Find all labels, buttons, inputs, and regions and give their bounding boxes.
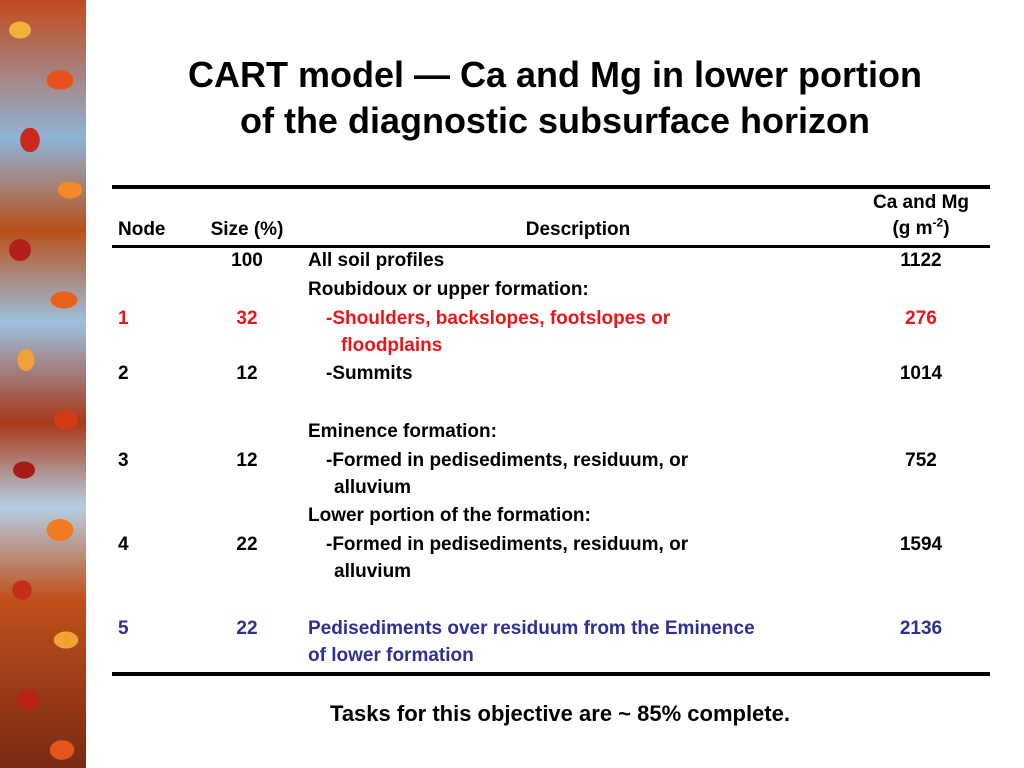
header-description: Description bbox=[525, 219, 631, 240]
row-node-5-size: 22 bbox=[236, 618, 258, 639]
row-node-3-description-line2: alluvium bbox=[334, 477, 412, 498]
row-node-4-size: 22 bbox=[236, 534, 258, 555]
group-label-lower-portion: Lower portion of the formation: bbox=[308, 505, 591, 526]
row-node-4-description-line2: alluvium bbox=[334, 561, 412, 582]
row-node-5-node: 5 bbox=[118, 618, 129, 639]
group-label-eminence: Eminence formation: bbox=[308, 421, 497, 442]
row-node-1-description-line2: floodplains bbox=[341, 335, 443, 356]
table-top-rule bbox=[112, 185, 990, 189]
row-all-ca-mg: 1122 bbox=[900, 250, 942, 271]
title-line-2: of the diagnostic subsurface horizon bbox=[239, 100, 871, 141]
header-ca-mg bbox=[858, 190, 984, 242]
row-node-3-ca-mg: 752 bbox=[905, 450, 937, 471]
row-node-3-description-line1: -Formed in pedisediments, residuum, or bbox=[326, 450, 689, 471]
row-node-2-node: 2 bbox=[118, 363, 129, 384]
slide-title bbox=[86, 52, 1024, 144]
group-label-roubidoux: Roubidoux or upper formation: bbox=[308, 279, 589, 300]
row-node-1-node: 1 bbox=[118, 308, 129, 329]
row-node-4-node: 4 bbox=[118, 534, 129, 555]
row-node-1-ca-mg: 276 bbox=[905, 308, 937, 329]
header-ca-mg-line2: (g $m^{-2}$) bbox=[892, 215, 950, 239]
row-all-size: 100 bbox=[231, 250, 263, 271]
autumn-leaves-image bbox=[0, 0, 86, 768]
row-node-1-description-line1: -Shoulders, backslopes, footslopes or bbox=[326, 308, 671, 329]
row-node-1-size: 32 bbox=[236, 308, 258, 329]
row-node-2-description: -Summits bbox=[326, 363, 413, 384]
header-size: Size (%) bbox=[210, 219, 284, 240]
row-node-2-size: 12 bbox=[236, 363, 258, 384]
row-node-5-ca-mg: 2136 bbox=[899, 618, 943, 639]
row-node-4-ca-mg: 1594 bbox=[899, 534, 943, 555]
row-node-5-description-line1: Pedisediments over residuum from the Eminence bbox=[308, 618, 755, 639]
row-all-description: All soil profiles bbox=[308, 250, 445, 271]
row-node-3-size: 12 bbox=[236, 450, 258, 471]
title-line-1: CART model — Ca and Mg in lower portion bbox=[188, 54, 922, 95]
header-node: Node bbox=[118, 219, 166, 240]
header-ca-mg-line1: Ca and Mg bbox=[872, 192, 970, 213]
row-node-4-description-line1: -Formed in pedisediments, residuum, or bbox=[326, 534, 689, 555]
row-node-5-description-line2: of lower formation bbox=[308, 645, 474, 666]
row-node-2-ca-mg: 1014 bbox=[899, 363, 943, 384]
progress-note: Tasks for this objective are ~ 85% complete. bbox=[330, 701, 790, 726]
table-bottom-rule bbox=[112, 672, 990, 676]
row-node-3-node: 3 bbox=[118, 450, 129, 471]
